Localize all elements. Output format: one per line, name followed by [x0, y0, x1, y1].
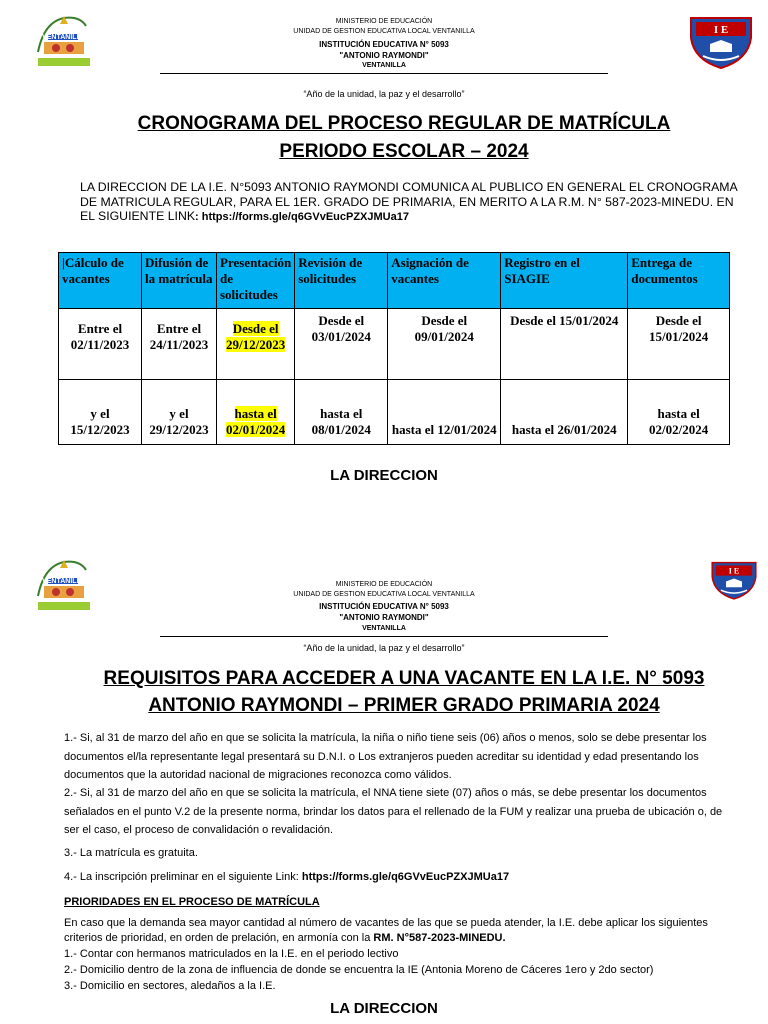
table-cell-highlight [217, 380, 295, 445]
table-cell-highlight [217, 309, 295, 380]
priority-2: 2.- Domicilio dentro de la zona de influencia de donde se encuentra la IE (Antonia Moreno de Cáceres 1ero y 2do sector) [64, 964, 654, 976]
table-cell: hasta el 08/01/2024 [295, 380, 388, 445]
header-cell: |Cálculo de vacantes [59, 253, 142, 309]
header-ugel: UNIDAD DE GESTION EDUCATIVA LOCAL VENTANILLA [293, 28, 475, 35]
highlighted-date: Desde el 29/12/2023 [226, 321, 286, 352]
header-district: VENTANILLA [362, 62, 406, 69]
header-school-name: "ANTONIO RAYMONDI" [339, 51, 429, 60]
header-cell: Entrega de documentos [628, 253, 730, 309]
priorities-intro [64, 916, 734, 946]
requirement-4-link[interactable]: https://forms.gle/q6GVvEucPZXJMUa17 [301, 871, 510, 883]
priorities-rm: RM. N°587-2023-MINEDU. [373, 932, 506, 944]
logo-right-label: I E [713, 24, 729, 36]
priorities-heading: PRIORIDADES EN EL PROCESO DE MATRÍCULA [64, 896, 320, 908]
table-cell: Desde el 15/01/2024 [501, 309, 628, 380]
schedule-header-row [59, 253, 730, 309]
table-cell: Entre el 24/11/2023 [142, 309, 217, 380]
header-ministry: MINISTERIO DE EDUCACIÓN [335, 18, 433, 25]
page2-title-line2: ANTONIO RAYMONDI – PRIMER GRADO PRIMARIA 2024 [148, 695, 660, 716]
table-cell: y el 29/12/2023 [142, 380, 217, 445]
schedule-table [58, 252, 730, 445]
header-district: VENTANILLA [362, 625, 406, 632]
table-cell: Desde el 15/01/2024 [628, 309, 730, 380]
page2-signature: LA DIRECCION [330, 1000, 438, 1017]
table-cell: hasta el 26/01/2024 [501, 380, 628, 445]
notice-link[interactable]: : https://forms.gle/q6GVvEucPZXJMUa17 [195, 211, 409, 223]
table-cell: hasta el 12/01/2024 [388, 380, 501, 445]
highlighted-date: hasta el 02/01/2024 [226, 406, 286, 437]
logo-left-label: VENTANILLA [42, 578, 86, 585]
table-cell: Desde el 03/01/2024 [295, 309, 388, 380]
header-cell: Difusión de la matrícula [142, 253, 217, 309]
notice-text: LA DIRECCION DE LA I.E. N°5093 ANTONIO RAYMONDI COMUNICA AL PUBLICO EN GENERAL EL CRONOGRAMA DE MATRICULA REGULAR, PARA EL 1ER. GRADO DE PRIMARIA, EN MERITO A LA R.M. N° 587-2023-MINEDU. EN EL SIGUIENTE LINK [80, 180, 738, 223]
priority-3: 3.- Domicilio en sectores, aledaños a la I.E. [64, 980, 276, 992]
schedule-row-end [59, 380, 730, 445]
table-cell: Desde el 09/01/2024 [388, 309, 501, 380]
header-rule [160, 636, 608, 637]
priorities-intro-text: En caso que la demanda sea mayor cantidad al número de vacantes de las que se pueda atender, la I.E. debe aplicar los siguientes criterios de prioridad, en orden de prelación, en armonía con la [64, 917, 708, 944]
requirement-2: 2.- Si, al 31 de marzo del año en que se solicita la matrícula, el NNA tiene siete (07) años o más, se debe presentar los documentos señalados en el punto V.2 de la presente norma, brindar los datos para el rellenado de la FUM y realizar una prueba de ubicación o, de ser el caso, el proceso de convalidación o revalidación. [64, 787, 723, 836]
header-cell: Asignación de vacantes [388, 253, 501, 309]
page2-title-line1: REQUISITOS PARA ACCEDER A UNA VACANTE EN LA I.E. N° 5093 [103, 668, 705, 689]
header-cell: Registro en el SIAGIE [501, 253, 628, 309]
header-cell: Revisión de solicitudes [295, 253, 388, 309]
header-school: INSTITUCIÓN EDUCATIVA N° 5093 [319, 602, 449, 611]
header-rule [160, 73, 608, 74]
schedule-row-start [59, 309, 730, 380]
header-ugel: UNIDAD DE GESTION EDUCATIVA LOCAL VENTANILLA [293, 591, 475, 598]
page1-title-line2: PERIODO ESCOLAR – 2024 [279, 141, 529, 162]
logo-left-label: VENTANILLA [42, 34, 86, 41]
header-ministry: MINISTERIO DE EDUCACIÓN [335, 581, 433, 588]
requirement-4 [64, 868, 734, 887]
requirement-4-text: 4.- La inscripción preliminar en el siguiente Link: [64, 871, 302, 883]
page1-title-line1: CRONOGRAMA DEL PROCESO REGULAR DE MATRÍCULA [137, 113, 671, 134]
logo-right-label: I E [728, 566, 740, 576]
motto: “Año de la unidad, la paz y el desarrollo” [303, 89, 465, 99]
table-cell: hasta el 02/02/2024 [628, 380, 730, 445]
table-cell: Entre el 02/11/2023 [59, 309, 142, 380]
requirement-3: 3.- La matrícula es gratuita. [64, 847, 198, 859]
requirement-1: 1.- Si, al 31 de marzo del año en que se solicita la matrícula, la niña o niño tiene seis (06) años o menos, solo se debe presentar los documentos el/la representante legal presentará su D.N.I. o Los extranjeros pueden acreditar su identidad y edad presentando los documentos que la autoridad nacional de migraciones reconozca como válidos. [64, 732, 707, 781]
page1-notice [80, 180, 740, 225]
table-cell: y el 15/12/2023 [59, 380, 142, 445]
header-cell: Presentación de solicitudes [217, 253, 295, 309]
motto: “Año de la unidad, la paz y el desarrollo” [303, 643, 465, 653]
header-school: INSTITUCIÓN EDUCATIVA N° 5093 [319, 40, 449, 49]
header-school-name: "ANTONIO RAYMONDI" [339, 613, 429, 622]
priority-1: 1.- Contar con hermanos matriculados en la I.E. en el periodo lectivo [64, 948, 399, 960]
page1-signature: LA DIRECCION [330, 467, 438, 484]
